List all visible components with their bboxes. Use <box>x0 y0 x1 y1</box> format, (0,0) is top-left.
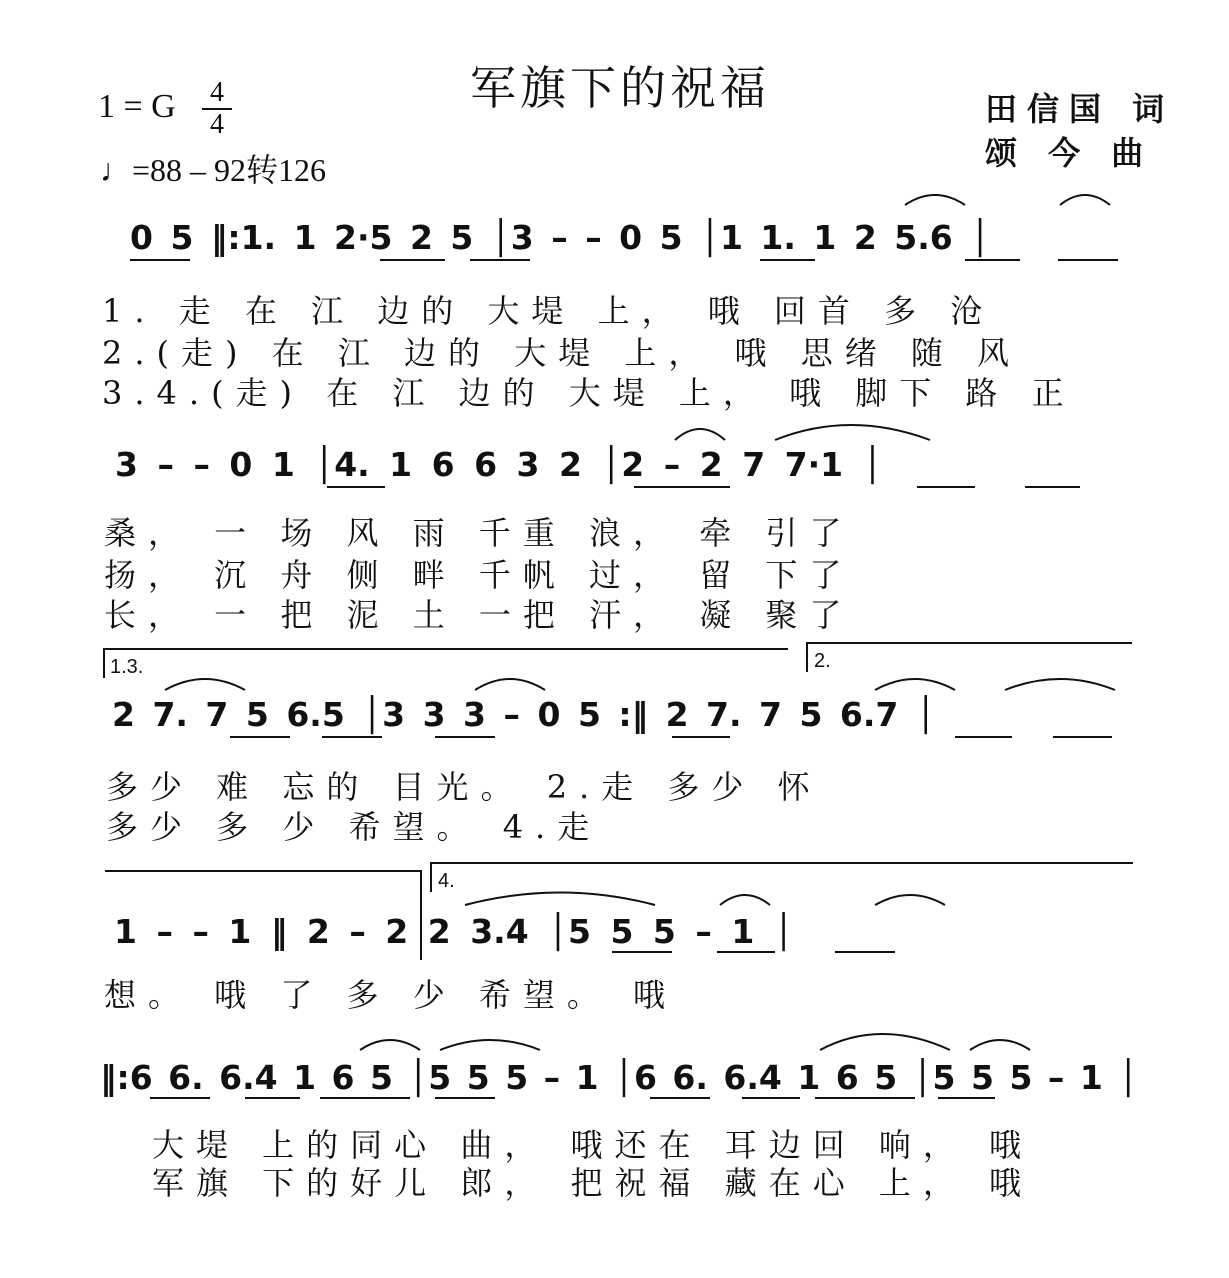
page-title: 军旗下的祝福 <box>470 61 770 115</box>
slur-row5-c <box>820 1034 950 1050</box>
slur-row2-a <box>675 429 725 440</box>
lyrics-row-2-verse-1: 桑， 一 场 风 雨 千重 浪， 牵 引了 <box>104 514 854 552</box>
slur-row4-b <box>720 895 770 905</box>
lyrics-row-5-verse-2: 军旗 下的好儿 郎， 把祝福 藏在心 上， 哦 <box>152 1164 1034 1202</box>
volta-2-label: 2. <box>814 650 831 672</box>
notation-row-3: 2 7. 7 5 6.5 │3 3 3 – 0 5 :‖ 2 7. 7 5 6.7 │ <box>112 695 936 734</box>
slur-row5-d <box>970 1040 1030 1050</box>
notation-row-5: ‖:6 6. 6.4 1 6 5 │5 5 5 – 1 │6 6. 6.4 1 6 5 │5 5 5 – 1 │ <box>100 1058 1139 1097</box>
volta-4-label: 4. <box>438 870 455 892</box>
slur-row3-d <box>1005 679 1115 690</box>
tempo-marking: ♩=88 – 92转126 <box>100 152 327 188</box>
slur-row1-a <box>905 195 965 205</box>
lyrics-row-3-verse-2: 多少 多 少 希望。 4.走 <box>106 808 602 846</box>
lyrics-row-2-verse-2: 扬， 沉 舟 侧 畔 千帆 过， 留 下了 <box>104 556 854 594</box>
lyrics-row-5-verse-1: 大堤 上的同心 曲， 哦还在 耳边回 响， 哦 <box>152 1126 1034 1164</box>
slur-row4-a <box>465 893 655 906</box>
lyrics-row-1-verse-3: 3.4.(走) 在 江 边的 大堤 上， 哦 脚下 路 正 <box>102 374 1076 412</box>
slur-row5-a <box>360 1040 420 1050</box>
slur-row3-b <box>475 679 545 690</box>
time-signature-top: 4 <box>210 77 224 108</box>
lyrics-row-2-verse-3: 长， 一 把 泥 土 一把 汗， 凝 聚了 <box>104 596 854 634</box>
notation-row-4: 1 – – 1 ‖ 2 – 2 2 3.4 │5 5 5 – 1 │ <box>114 912 794 951</box>
lyricist-credit: 田信国 词 <box>985 90 1175 128</box>
volta-1-label: 1.3. <box>110 656 144 678</box>
composer-credit: 颂 今 曲 <box>985 134 1154 172</box>
lyrics-row-3-verse-1: 多少 难 忘的 目光。 2.走 多少 怀 <box>106 768 822 806</box>
slur-row4-c <box>875 895 945 905</box>
key-signature: 1 = G <box>98 88 176 125</box>
slur-row1-b <box>1060 195 1110 205</box>
slur-row5-b <box>440 1040 540 1050</box>
slur-row2-b <box>775 425 930 440</box>
notation-row-1: 0 5 ‖:1. 1 2·5 2 5 │3 – – 0 5 │1 1. 1 2 5.6 │ <box>130 218 991 257</box>
notation-row-2: 3 – – 0 1 │4. 1 6 6 3 2 │2 – 2 7 7·1 │ <box>115 445 883 484</box>
time-signature-bottom: 4 <box>210 109 224 140</box>
lyrics-row-1-verse-2: 2.(走) 在 江 边的 大堤 上， 哦 思绪 随 风 <box>102 334 1022 372</box>
slur-row3-c <box>875 679 955 690</box>
lyrics-row-4-verse-1: 想。 哦 了 多 少 希望。 哦 <box>104 976 678 1014</box>
slur-row3-a <box>165 679 245 690</box>
lyrics-row-1-verse-1: 1. 走 在 江 边的 大堤 上， 哦 回首 多 沧 <box>102 292 995 330</box>
